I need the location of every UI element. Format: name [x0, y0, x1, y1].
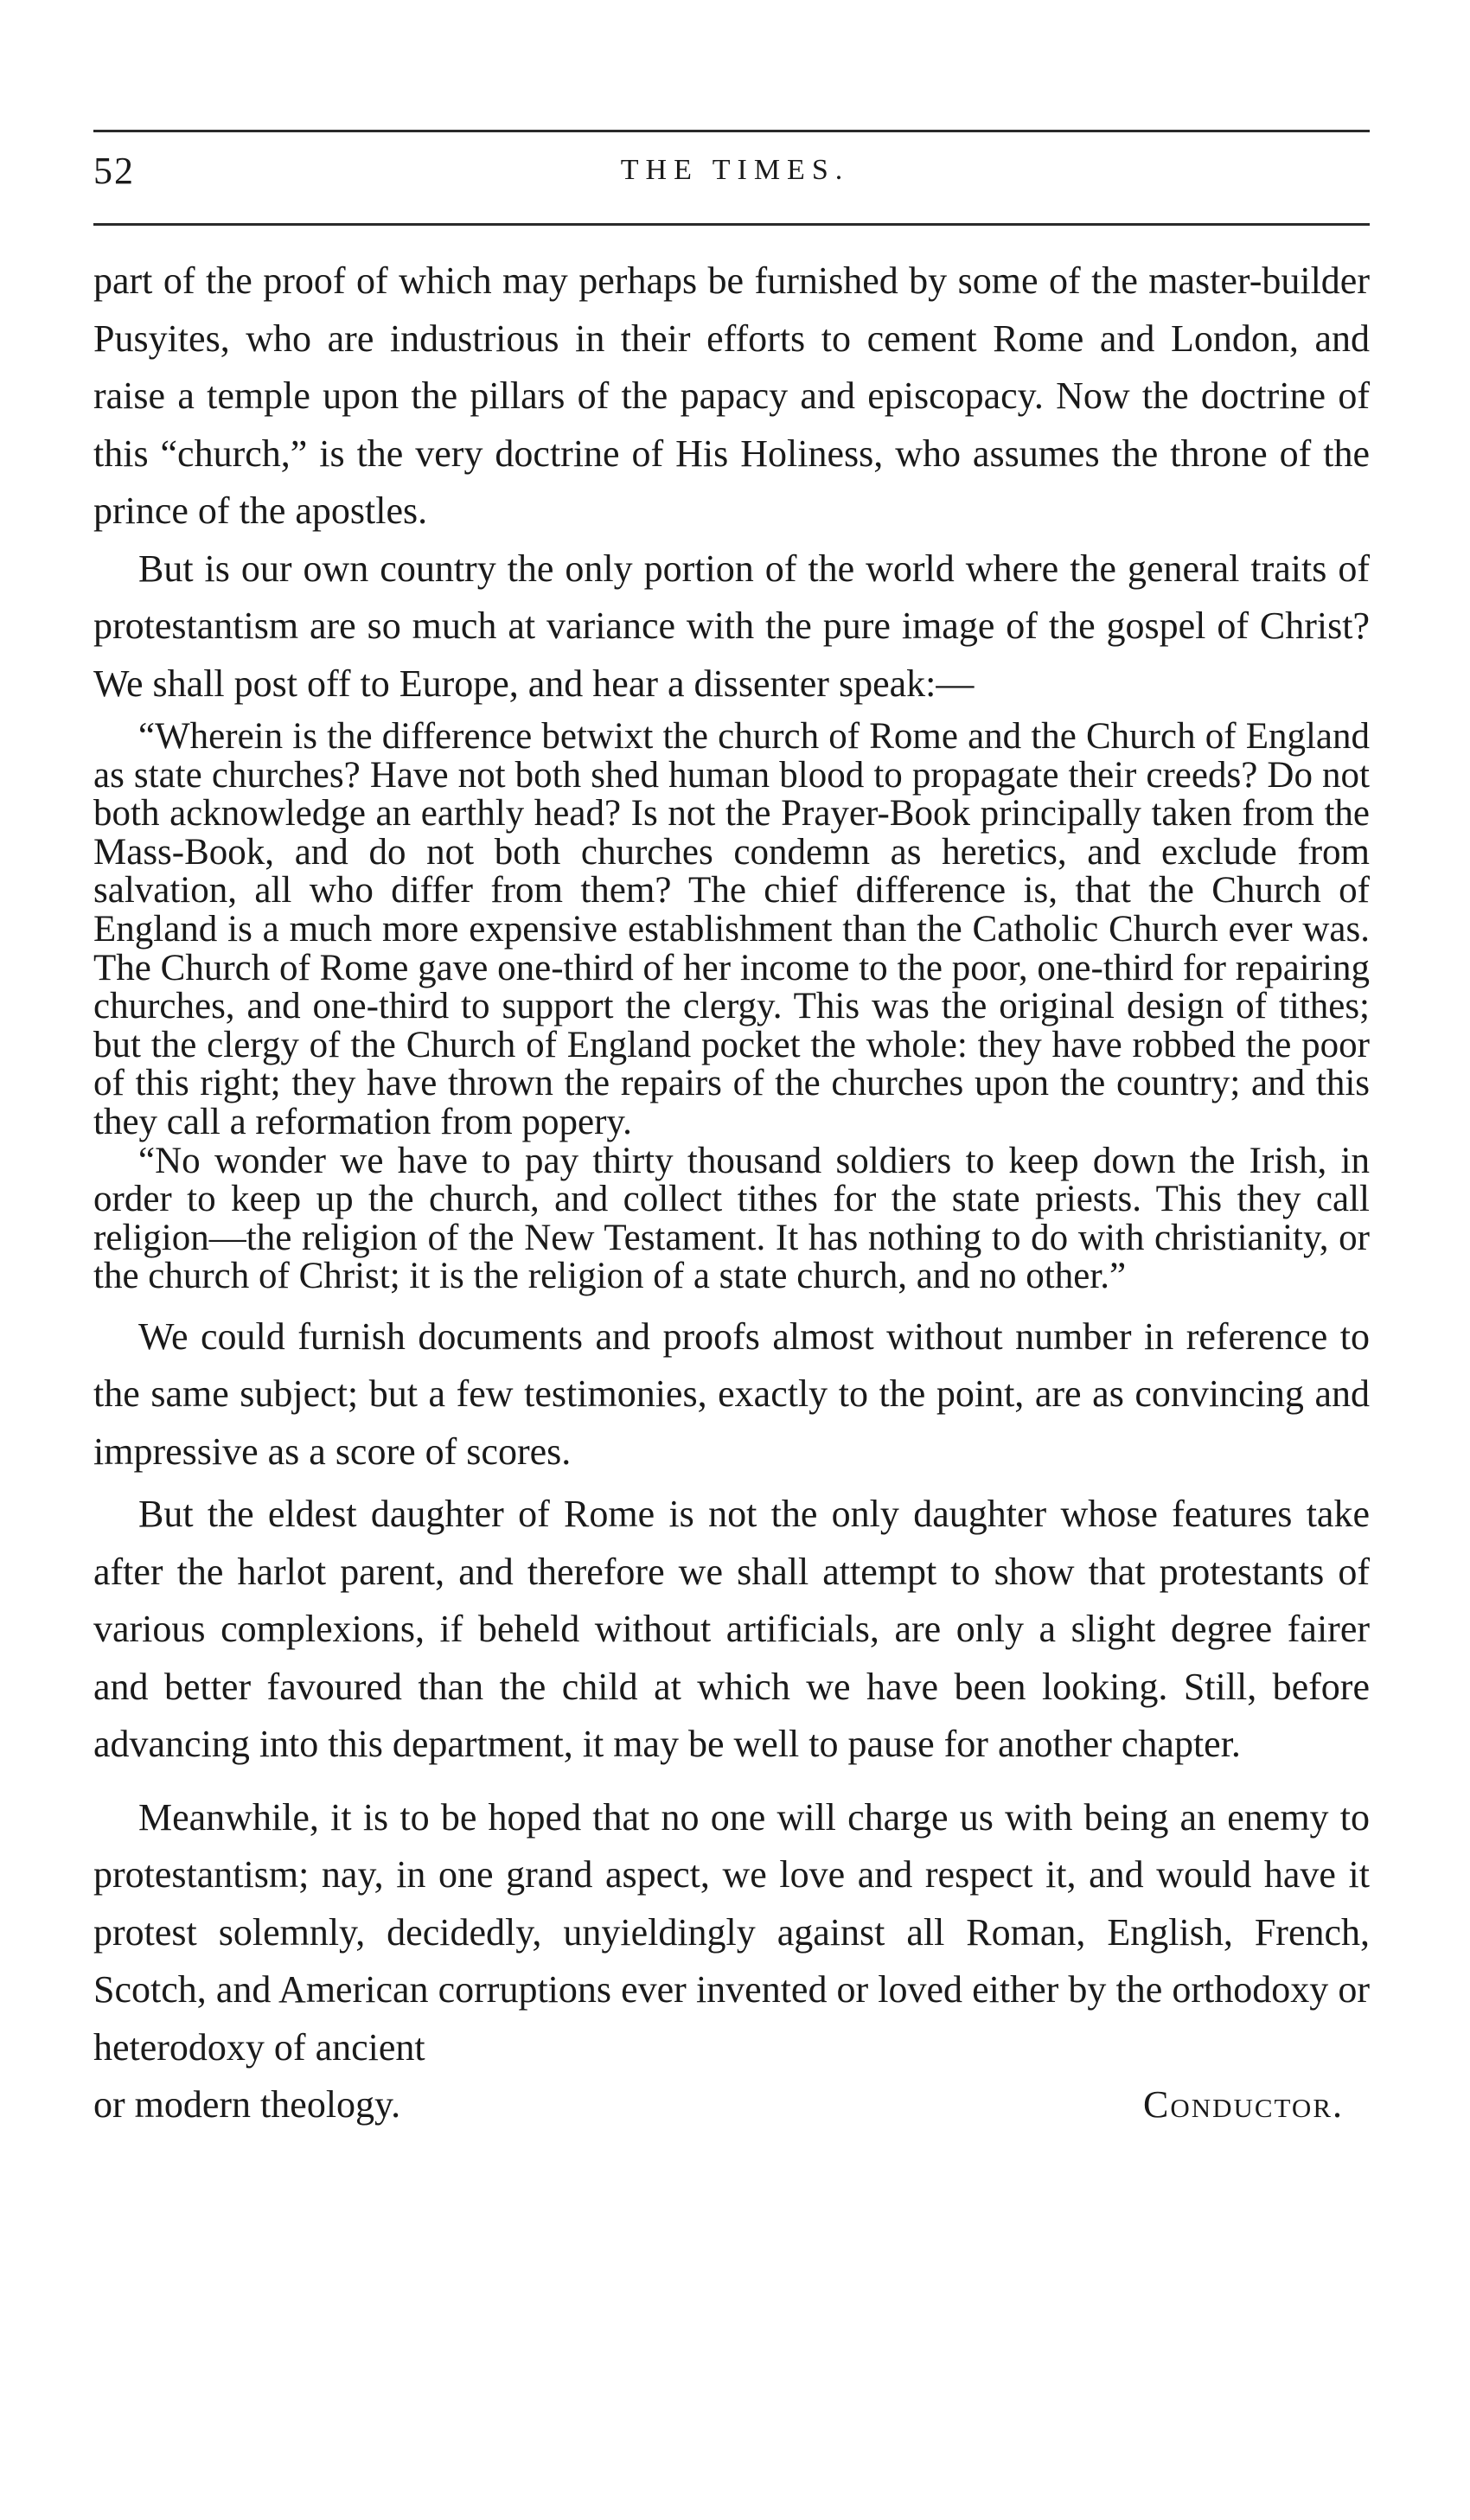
paragraph-meanwhile-end: or modern theology. — [93, 2083, 401, 2127]
page-number: 52 — [93, 150, 135, 192]
paragraph-europe: But is our own country the only portion of the world where the general traits of protestantism are so much at variance with the pure image of the gospel of Christ? We shall post off to Europe, and hear a dissenter speak:— — [93, 547, 1370, 705]
paragraph-continuation: part of the proof of which may perhaps be furnished by some of the master-builder Pusyites, who are industrious in their efforts to cement Rome and London, and raise a temple upon the pillars of the papacy and episcopacy. Now the doctrine of this “church,” is the very doctrine of His Holiness, who assumes the throne of the prince of the apostles. — [93, 259, 1370, 532]
closing-line — [93, 2076, 1370, 2134]
page-body — [93, 253, 1370, 2134]
paragraph-meanwhile: Meanwhile, it is to be hoped that no one will charge us with being an enemy to protestantism; nay, in one grand aspect, we love and respect it, and would have it protest solemnly, decidedly, unyieldingly against all Roman, English, French, Scotch, and American corruptions ever invented or loved either by the orthodoxy or heterodoxy of ancient — [93, 1795, 1370, 2069]
paragraph-documents: We could furnish documents and proofs almost without number in reference to the same subject; but a few testimonies, exactly to the point, are as convincing and impressive as a score of scores. — [93, 1314, 1370, 1473]
dissenter-quote-2: “No wonder we have to pay thirty thousand soldiers to keep down the Irish, in order to keep up the church, and collect tithes for the state priests. This they call religion—the religion of the New Testament. It has nothing to do with christianity, or the church of Christ; it is the religion of a state church, and no other.” — [93, 1140, 1370, 1297]
header-rule-top — [93, 130, 1370, 132]
paragraph-eldest-daughter: But the eldest daughter of Rome is not the only daughter whose features take after the harlot parent, and therefore we shall attempt to show that protestants of various complexions, if beheld without artificials, are only a slight degree fairer and better favoured than the child at which we have been looking. Still, before advancing into this department, it may be well to pause for another chapter. — [93, 1493, 1370, 1766]
dissenter-quote-1: “Wherein is the difference betwixt the church of Rome and the Church of England as state churches? Have not both shed human blood to propagate their creeds? Do not both acknowledge an earthly head? Is not the Prayer-Book principally taken from the Mass-Book, and do not both churches condemn as heretics, and exclude from salvation, all who differ from them? The chief difference is, that the Church of England is a much more expensive establishment than the Catholic Church ever was. The Church of Rome gave one-third of her income to the poor, one-third for repairing churches, and one-third to support the clergy. This was the original design of tithes; but the clergy of the Church of England pocket the whole: they have robbed the poor of this right; they have thrown the repairs of the churches upon the country; and this they call a reformation from popery. — [93, 716, 1370, 1142]
header-rule-bottom — [93, 223, 1370, 226]
running-head: THE TIMES. — [620, 154, 850, 186]
signature: Conductor. — [1142, 2083, 1344, 2127]
